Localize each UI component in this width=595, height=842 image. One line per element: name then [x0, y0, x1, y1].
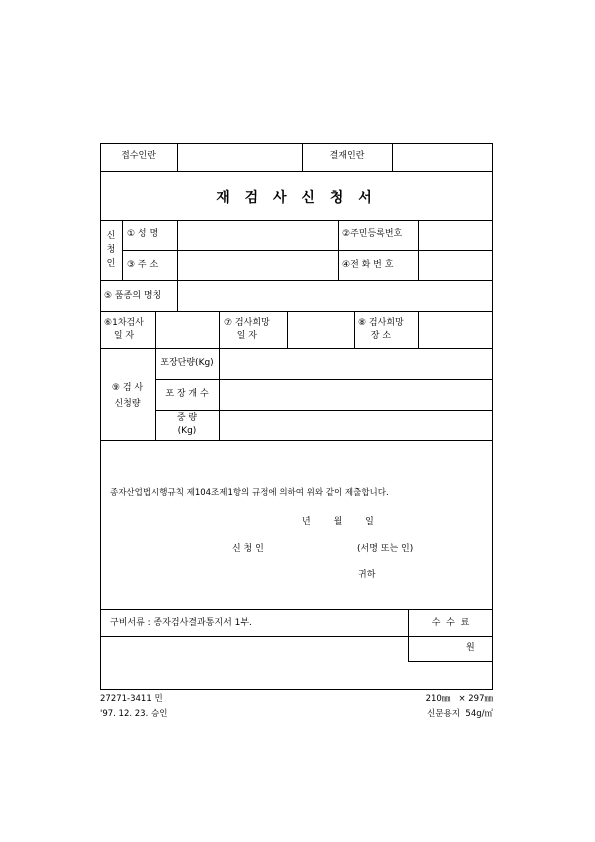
receipt-field[interactable] — [178, 144, 301, 170]
statement-applicant-label: 신 청 인 — [232, 544, 264, 554]
desired-date-label: ⑦ 검사희망 일 자 — [224, 318, 270, 341]
resident-number-field[interactable] — [419, 221, 492, 249]
name-field[interactable] — [178, 221, 337, 249]
fee-unit: 원 — [466, 643, 475, 653]
variety-field[interactable] — [178, 281, 492, 310]
receipt-label: 접수인란 — [121, 151, 156, 161]
required-documents: 구비서류 : 종자검사결과통지서 1부. — [110, 618, 252, 628]
resident-number-label: ②주민등록번호 — [342, 229, 403, 239]
weight-field[interactable] — [220, 411, 492, 439]
applicant-section-label: 신 청 인 — [106, 231, 116, 269]
divider — [100, 171, 493, 172]
desired-place-label: ⑧ 검사희망 장 소 — [358, 318, 404, 341]
divider — [354, 311, 355, 348]
signature-field[interactable] — [285, 540, 355, 558]
form-number: 27271-3411 민 — [100, 694, 163, 704]
recipient-label: 귀하 — [358, 570, 376, 580]
approval-field[interactable] — [393, 144, 492, 170]
address-label: ③ 주 소 — [127, 260, 159, 270]
statement-date: 년 월 일 — [302, 517, 374, 527]
desired-place-field[interactable] — [419, 312, 492, 347]
package-count-label: 포 장 개 수 — [165, 389, 209, 399]
package-unit-label: 포장단량(Kg) — [160, 358, 214, 368]
divider — [219, 311, 220, 348]
desired-date-field[interactable] — [288, 312, 353, 347]
paper-size: 210㎜ × 297㎜ — [425, 694, 493, 704]
phone-label: ④전 화 번 호 — [342, 260, 394, 270]
variety-label: ⑤ 품종의 명칭 — [104, 291, 162, 301]
name-label: ① 성 명 — [127, 229, 159, 239]
divider — [122, 220, 123, 280]
divider — [338, 220, 339, 280]
divider — [408, 661, 493, 662]
package-unit-field[interactable] — [220, 349, 492, 378]
package-count-field[interactable] — [220, 380, 492, 409]
statement-text: 종자산업법시행규칙 제104조제1항의 규정에 의하여 위와 같이 제출합니다. — [110, 488, 389, 498]
fee-field[interactable] — [409, 637, 469, 660]
divider — [100, 609, 493, 610]
first-inspection-date-field[interactable] — [156, 312, 218, 347]
fee-label: 수 수 료 — [431, 618, 470, 628]
first-inspection-date-label: ⑥1차검사 일 자 — [104, 318, 144, 341]
form-title: 재 검 사 신 청 서 — [216, 190, 377, 206]
weight-label: 중 량 (Kg) — [176, 413, 198, 436]
approval-label: 결재인란 — [329, 151, 365, 161]
request-amount-label: ⑨ 검 사 신청량 — [111, 383, 144, 409]
address-field[interactable] — [178, 251, 337, 279]
approval-date: '97. 12. 23. 승인 — [100, 709, 168, 719]
phone-field[interactable] — [419, 251, 492, 279]
divider — [100, 440, 493, 441]
signature-note: (서명 또는 인) — [357, 544, 414, 554]
paper-type: 신문용지 54g/㎡ — [427, 709, 493, 719]
